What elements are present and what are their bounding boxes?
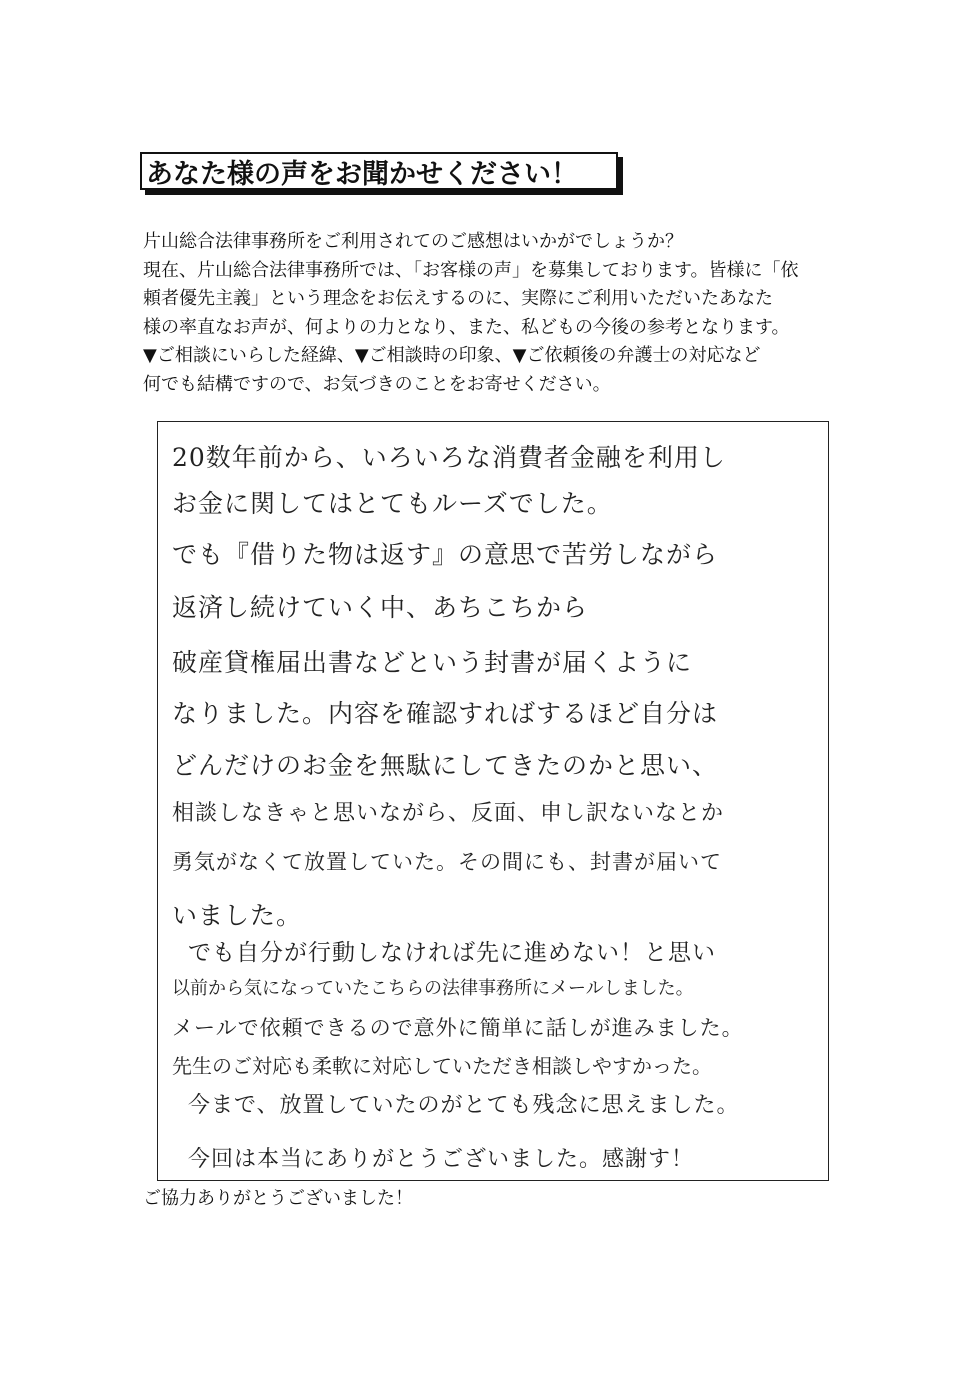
handwritten-line: お金に関してはとてもルーズでした。 [172, 489, 613, 518]
handwritten-line: いました。 [172, 901, 303, 930]
handwritten-answer-box [157, 421, 829, 1181]
intro-line: 片山総合法律事務所をご利用されてのご感想はいかがでしょうか？ [143, 231, 683, 252]
handwritten-line: 勇気がなくて放置していた。その間にも、封書が届いて [172, 850, 722, 874]
thank-you-footer: ご協力ありがとうございました！ [143, 1188, 413, 1209]
handwritten-line: なりました。内容を確認すればするほど自分は [172, 699, 719, 728]
handwritten-line: 以前から気になっていたこちらの法律事務所にメールしました。 [172, 978, 694, 999]
intro-paragraph [143, 228, 843, 399]
handwritten-line: 先生のご対応も柔軟に対応していただき相談しやすかった。 [172, 1054, 712, 1078]
handwritten-line: 返済し続けていく中、あちこちから [172, 593, 589, 622]
intro-line: ▼ご相談にいらした経緯、▼ご相談時の印象、▼ご依頼後の弁護士の対応など [143, 345, 761, 366]
handwritten-line: でも『借りた物は返す』の意思で苦労しながら [172, 540, 719, 569]
page-title: あなた様の声をお聞かせください！ [146, 158, 578, 190]
intro-line: 何でも結構ですので、お気づきのことをお寄せください。 [143, 373, 611, 395]
handwritten-line: でも自分が行動しなければ先に進めない！と思い [188, 940, 716, 966]
handwritten-line: 20数年前から、いろいろな消費者金融を利用し [172, 443, 726, 472]
handwritten-line: どんだけのお金を無駄にしてきたのかと思い、 [172, 751, 719, 780]
intro-line: 頼者優先主義」という理念をお伝えするのに、実際にご利用いただいたあなた [143, 288, 773, 309]
title-box [140, 152, 618, 190]
intro-line: 現在、片山総合法律事務所では、「お客様の声」を募集しております。皆様に「依 [143, 259, 799, 281]
intro-line: 様の率直なお声が、何よりの力となり、また、私どもの今後の参考となります。 [143, 316, 790, 338]
handwritten-line: 相談しなきゃと思いながら、反面、申し訳ないなとか [172, 801, 725, 826]
handwritten-line: メールで依頼できるので意外に簡単に話しが進みました。 [172, 1016, 744, 1040]
handwritten-line: 今まで、放置していたのがとても残念に思えました。 [188, 1093, 740, 1118]
handwritten-line: 破産貸権届出書などという封書が届くように [172, 648, 693, 677]
handwritten-line: 今回は本当にありがとうございました。感謝す！ [188, 1147, 695, 1172]
